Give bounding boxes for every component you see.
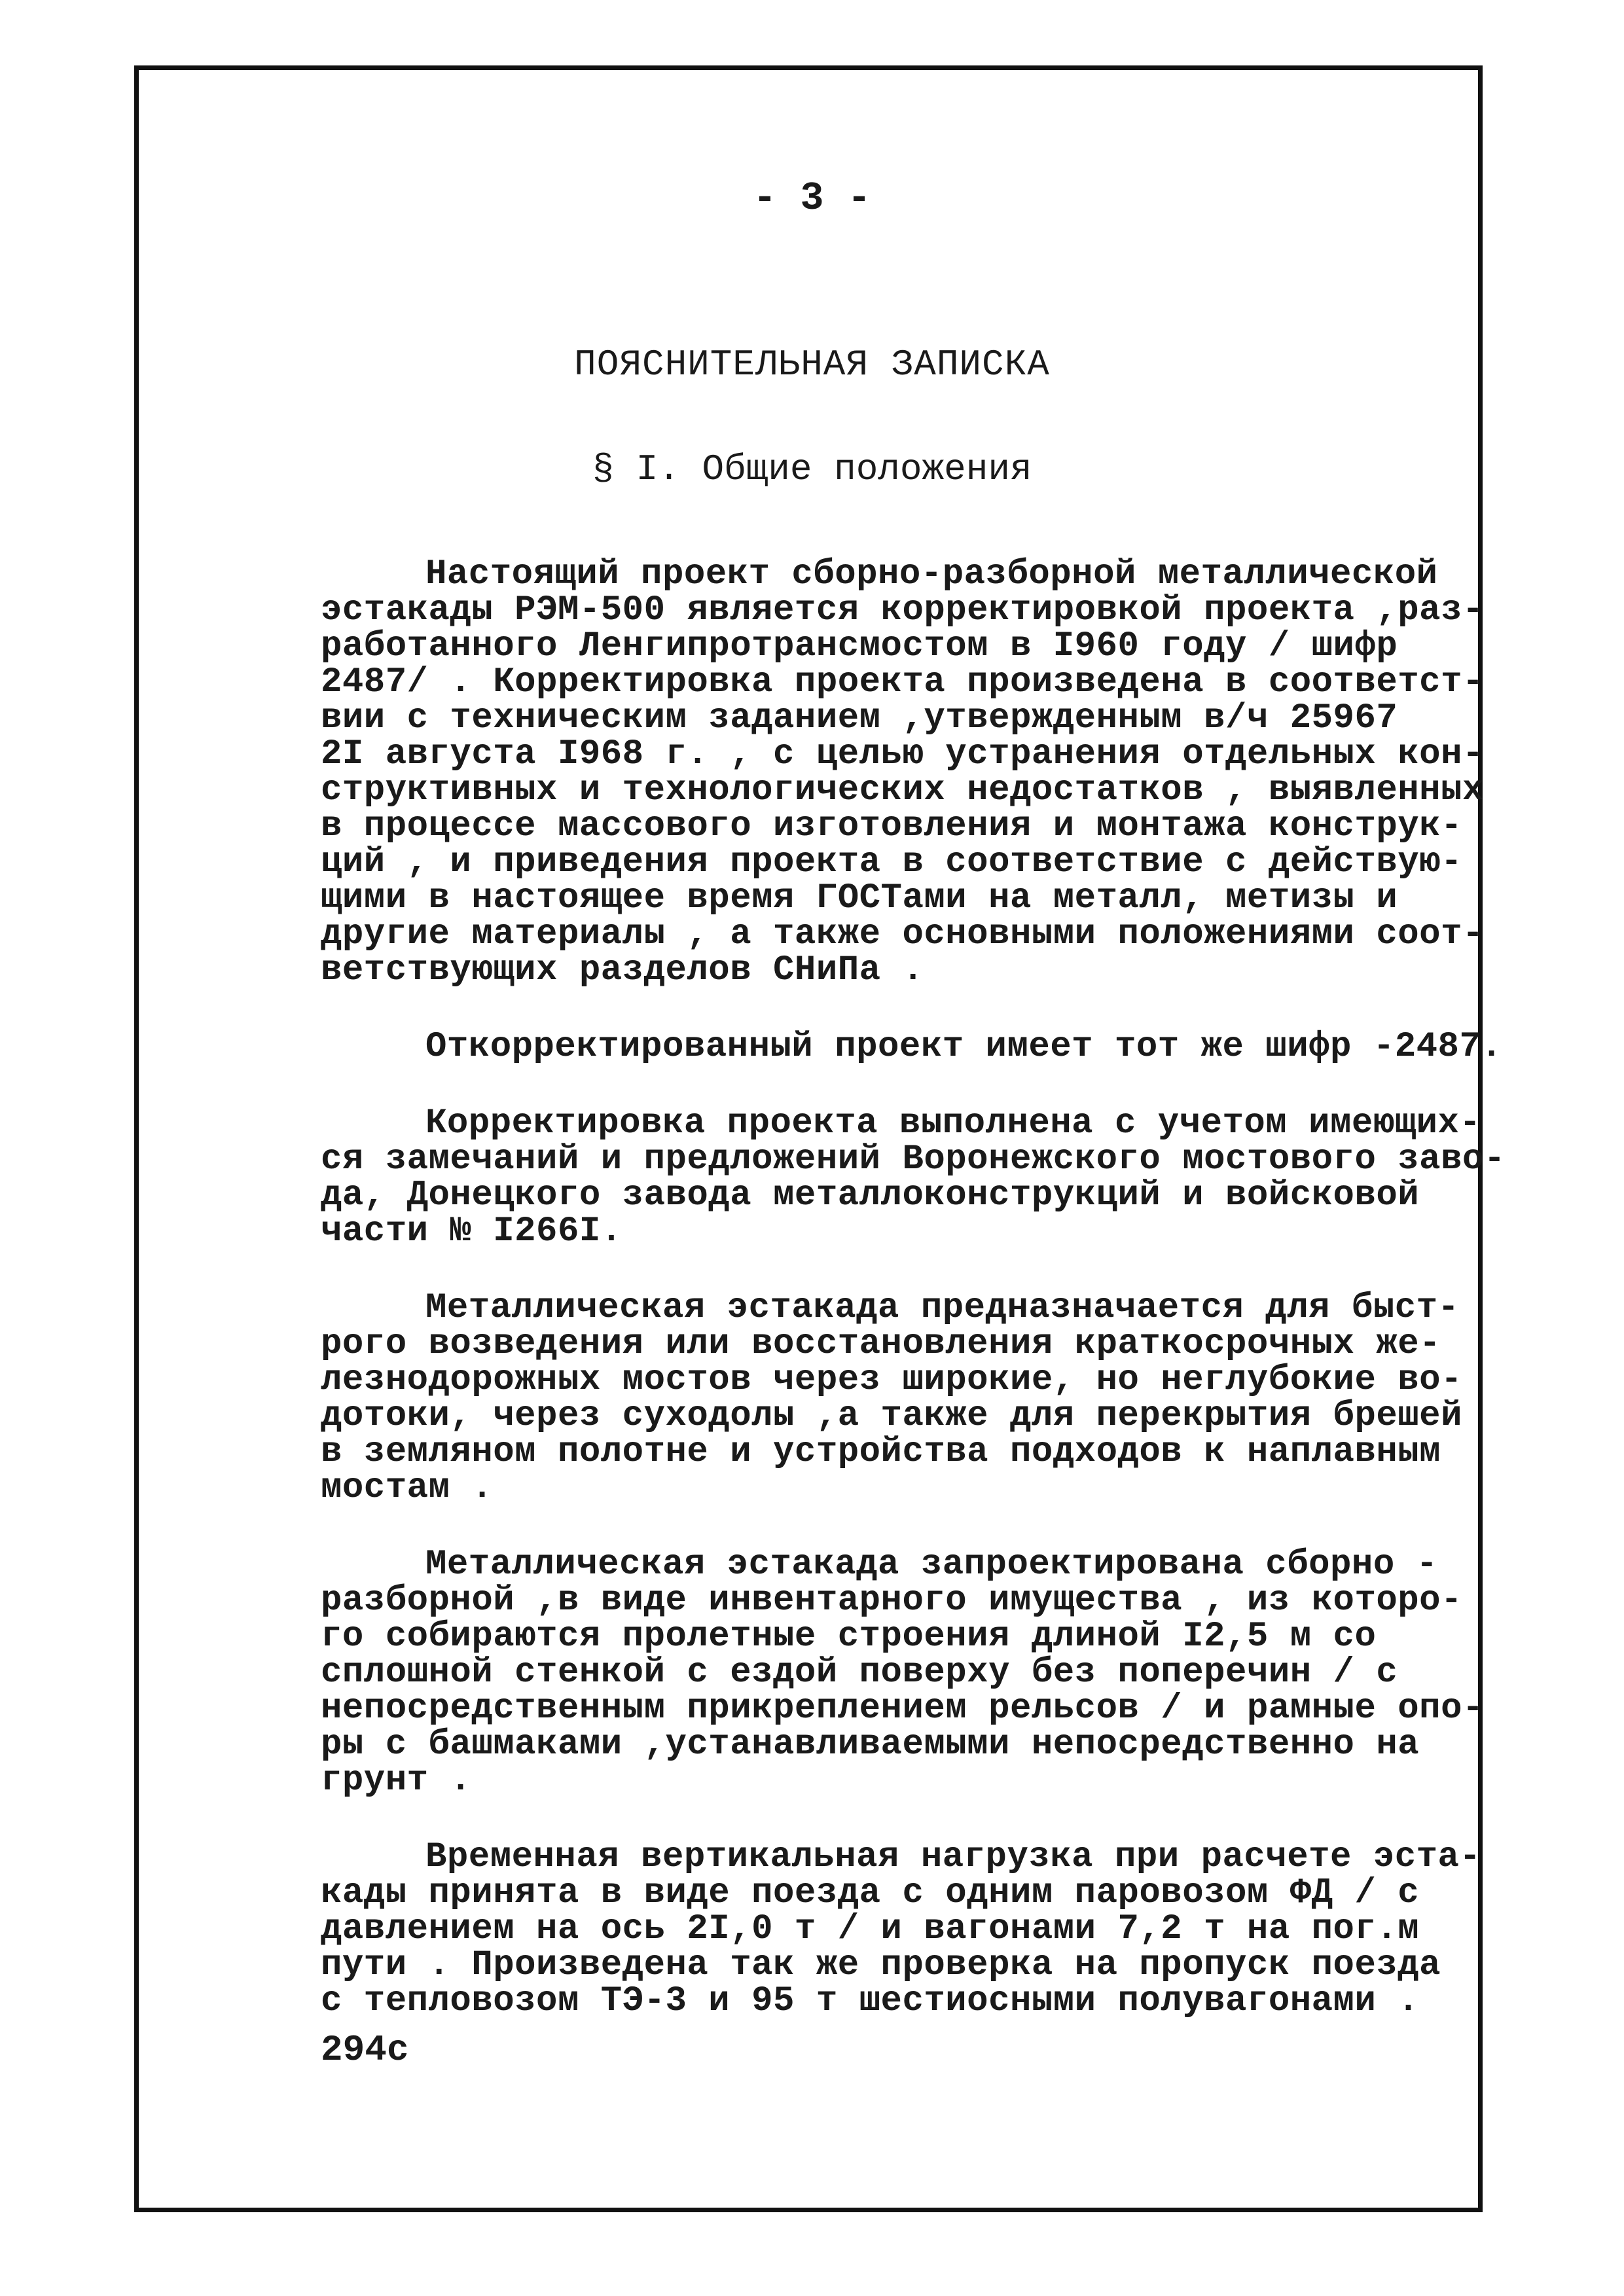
text-line: сплошной стенкой с ездой поверху без поперечин / с [321,1653,1398,1693]
text-line: в земляном полотне и устройства подходов к наплавным [321,1432,1441,1472]
text-line: Металлическая эстакада запроектирована сборно - [425,1545,1438,1585]
text-line: дотоки, через суходолы ,а также для перекрытия брешей [321,1396,1462,1436]
text-line: ры с башмаками ,устанавливаемыми непосредственно на [321,1725,1420,1765]
text-line: вии с техническим заданием ,утвержденным в/ч 25967 [321,698,1398,738]
paragraph [321,1288,1462,1508]
text-line: 2I августа I968 г. , с целью устранения отдельных кон- [321,734,1484,774]
paragraph [321,1545,1484,1801]
text-line: разборной ,в виде инвентарного имущества , из которо- [321,1581,1462,1621]
text-line: кады принята в виде поезда с одним паровозом ФД / с [321,1873,1420,1913]
text-line: работанного Ленгипротрансмостом в I960 году / шифр [321,626,1398,666]
document-title: ПОЯСНИТЕЛЬНАЯ ЗАПИСКА [574,344,1050,386]
text-line: ветствующих разделов СНиПа . [321,950,924,990]
text-line: части № I266I. [321,1211,623,1251]
page-number: - 3 - [753,177,871,221]
text-line: щими в настоящее время ГОСТами на металл, метизы и [321,878,1398,918]
text-line: Откорректированный проект имеет тот же шифр -2487. [425,1027,1503,1067]
text-line: 2487/ . Корректировка проекта произведена в соответст- [321,662,1484,702]
text-line: ся замечаний и предложений Воронежского мостового заво- [321,1139,1506,1179]
paragraph [321,1103,1506,1251]
text-line: рого возведения или восстановления краткосрочных же- [321,1324,1441,1364]
text-line: структивных и технологических недостатков , выявленных [321,770,1484,810]
text-line: Временная вертикальная нагрузка при расчете эста- [425,1837,1481,1877]
text-line: мостам . [321,1468,494,1508]
text-line: грунт . [321,1761,472,1801]
paragraph [321,1837,1481,2021]
footer-code: 294с [321,2029,409,2071]
text-line: да, Донецкого завода металлоконструкций и войсковой [321,1175,1420,1215]
text-line: Металлическая эстакада предназначается для быст- [425,1288,1460,1328]
text-line: в процессе массового изготовления и монтажа конструк- [321,806,1462,846]
paragraph [321,1027,1503,1067]
section-heading: § I. Общие положения [592,448,1032,490]
text-line: Корректировка проекта выполнена с учетом имеющих- [425,1103,1481,1143]
text-line: давлением на ось 2I,0 т / и вагонами 7,2 т на пог.м [321,1909,1420,1949]
text-line: лезнодорожных мостов через широкие, но неглубокие во- [321,1360,1462,1400]
paragraph [321,554,1484,990]
text-line: ций , и приведения проекта в соответствие с действую- [321,842,1462,882]
text-line: с тепловозом ТЭ-3 и 95 т шестиосными полувагонами . [321,1981,1420,2021]
text-line: непосредственным прикреплением рельсов / и рамные опо- [321,1689,1484,1729]
text-line: Настоящий проект сборно-разборной металлической [425,554,1438,594]
text-line: пути . Произведена так же проверка на пропуск поезда [321,1945,1441,1985]
text-line: другие материалы , а также основными положениями соот- [321,914,1484,954]
text-line: эстакады РЭМ-500 является корректировкой проекта ,раз- [321,590,1484,630]
body-text [321,554,1506,2060]
text-line: го собираются пролетные строения длиной I2,5 м со [321,1617,1377,1657]
